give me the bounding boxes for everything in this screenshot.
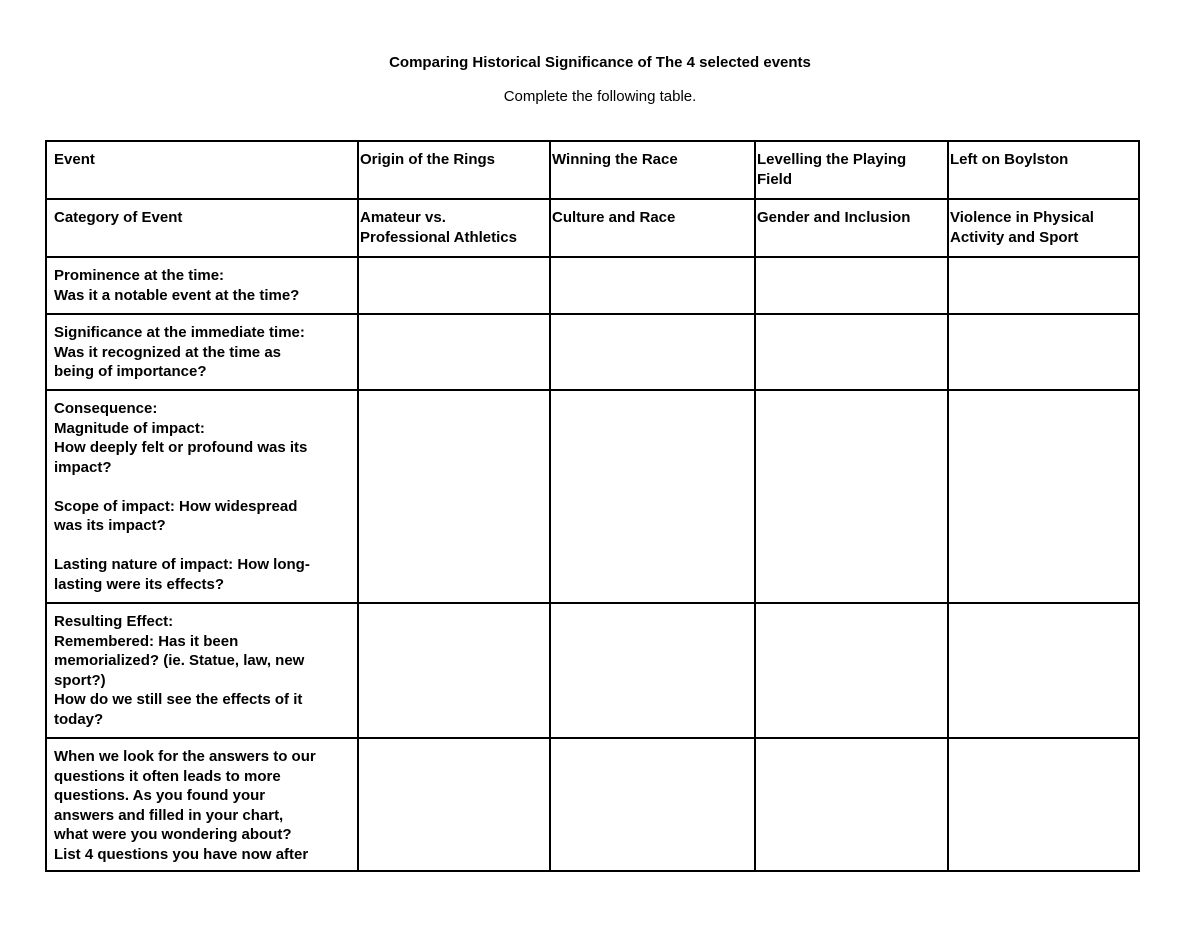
table-cell[interactable] [755, 603, 948, 738]
table-cell[interactable]: Violence in Physical Activity and Sport [948, 199, 1139, 257]
table-cell[interactable] [948, 603, 1139, 738]
table-row [46, 390, 1139, 603]
row-header-consequence: Consequence: Magnitude of impact: How deeply felt or profound was its impact? Scope of impact: How widespread was its impact? Lasting nature of impact: How long- lasting were its effects? [46, 390, 358, 603]
table-cell[interactable] [358, 314, 550, 390]
table-cell[interactable] [948, 257, 1139, 314]
table-row [46, 257, 1139, 314]
table-cell[interactable] [550, 390, 755, 603]
table-cell[interactable] [755, 738, 948, 871]
table-cell[interactable]: Origin of the Rings [358, 141, 550, 199]
row-header-significance: Significance at the immediate time: Was it recognized at the time as being of importance? [46, 314, 358, 390]
table-cell[interactable]: Amateur vs. Professional Athletics [358, 199, 550, 257]
table-cell[interactable] [358, 257, 550, 314]
table-cell[interactable]: Gender and Inclusion [755, 199, 948, 257]
table-cell[interactable] [755, 257, 948, 314]
document-instruction: Complete the following table. [503, 88, 697, 105]
table-cell[interactable] [550, 738, 755, 871]
table-cell[interactable] [358, 603, 550, 738]
table-row [46, 738, 1139, 871]
table-cell[interactable] [948, 390, 1139, 603]
row-header-questions: When we look for the answers to our questions it often leads to more questions. As you found your answers and filled in your chart, what were you wondering about? List 4 questions you have now after [46, 738, 358, 871]
table-cell[interactable] [755, 390, 948, 603]
table-cell[interactable] [358, 390, 550, 603]
table-row [46, 603, 1139, 738]
table-cell[interactable]: Winning the Race [550, 141, 755, 199]
significance-table [45, 140, 1140, 872]
table-cell[interactable] [948, 738, 1139, 871]
row-header-prominence: Prominence at the time: Was it a notable event at the time? [46, 257, 358, 314]
table-row [46, 141, 1139, 199]
table-cell[interactable]: Left on Boylston [948, 141, 1139, 199]
table-row [46, 314, 1139, 390]
table-row [46, 199, 1139, 257]
table-cell[interactable] [755, 314, 948, 390]
row-header-resulting-effect: Resulting Effect: Remembered: Has it been memorialized? (ie. Statue, law, new sport?) How do we still see the effects of it today? [46, 603, 358, 738]
table-cell[interactable] [948, 314, 1139, 390]
row-header-event: Event [46, 141, 358, 199]
table-cell[interactable]: Culture and Race [550, 199, 755, 257]
table-cell[interactable] [550, 314, 755, 390]
table-cell[interactable] [358, 738, 550, 871]
row-header-category: Category of Event [46, 199, 358, 257]
document-title: Comparing Historical Significance of The 4 selected events [389, 54, 811, 71]
table-cell[interactable] [550, 257, 755, 314]
table-cell[interactable] [550, 603, 755, 738]
table-cell[interactable]: Levelling the Playing Field [755, 141, 948, 199]
